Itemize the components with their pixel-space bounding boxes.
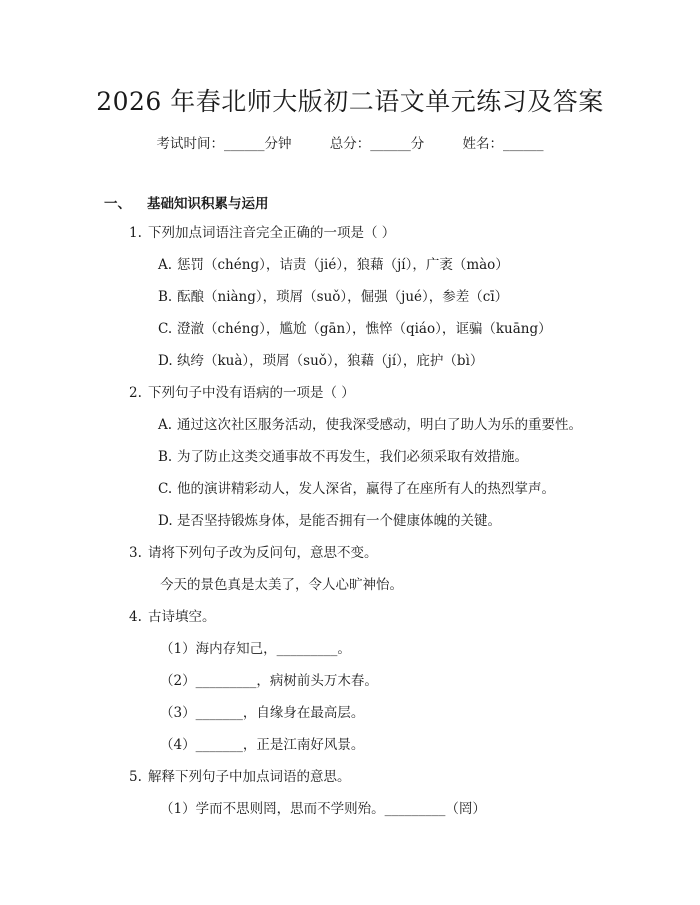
question-1-option-c (158, 320, 552, 338)
question-2 (129, 384, 355, 402)
section-number: 一、 (104, 196, 131, 212)
option-letter: B. (158, 449, 173, 465)
question-1-option-d (158, 352, 483, 370)
section-heading (104, 192, 269, 212)
word-meaning-item-1: （1）学而不思则罔，思而不学则殆。_________（罔） (160, 801, 486, 817)
option-letter: B. (158, 289, 173, 305)
option-text: 他的演讲精彩动人，发人深省，赢得了在座所有人的热烈掌声。 (177, 481, 555, 497)
question-2-option-b (158, 448, 528, 466)
option-letter: D. (158, 513, 173, 529)
question-number: 5. (129, 769, 142, 785)
section-title: 基础知识积累与运用 (147, 196, 269, 212)
page-title: 2026 年春北师大版初二语文单元练习及答案 (96, 87, 604, 116)
poem-fill-item-3: （3）_______，自缘身在最高层。 (160, 705, 365, 721)
question-text: 下列加点词语注音完全正确的一项是（ ） (148, 225, 396, 241)
option-text: 酝酿（niàng），琐屑（suǒ），倔强（jué），参差（cī） (177, 289, 509, 305)
poem-fill-item-1: （1）海内存知己，_________。 (160, 641, 351, 657)
question-3 (129, 544, 378, 562)
poem-fill-item-4: （4）_______，正是江南好风景。 (160, 737, 365, 753)
option-text: 澄澈（chéng），尴尬（gān），憔悴（qiáo），诓骗（kuāng） (177, 321, 552, 337)
exam-info-line (0, 132, 700, 152)
option-text: 纨绔（kuà），琐屑（suǒ），狼藉（jí），庇护（bì） (177, 353, 484, 369)
option-letter: C. (158, 321, 173, 337)
option-letter: D. (158, 353, 173, 369)
option-text: 惩罚（chéng），诘责（jié），狼藉（jí），广袤（mào） (177, 257, 509, 273)
question-5 (129, 768, 351, 786)
question-text: 下列句子中没有语病的一项是（ ） (148, 385, 355, 401)
question-1-option-a (158, 256, 509, 274)
option-text: 通过这次社区服务活动，使我深受感动，明白了助人为乐的重要性。 (177, 417, 582, 433)
question-number: 2. (129, 385, 142, 401)
option-letter: A. (158, 257, 173, 273)
question-1-option-b (158, 288, 508, 306)
question-2-option-c (158, 480, 555, 498)
question-text: 请将下列句子改为反问句，意思不变。 (148, 545, 378, 561)
question-text: 解释下列句子中加点词语的意思。 (148, 769, 351, 785)
question-2-option-a (158, 416, 582, 434)
student-name-field: 姓名：______ (462, 136, 544, 152)
exam-time-field: 考试时间：______分钟 (156, 136, 292, 152)
question-2-option-d (158, 512, 501, 530)
question-1 (129, 224, 395, 242)
option-text: 为了防止这类交通事故不再发生，我们必须采取有效措施。 (177, 449, 528, 465)
question-number: 1. (129, 225, 142, 241)
question-number: 3. (129, 545, 142, 561)
option-letter: C. (158, 481, 173, 497)
question-text: 古诗填空。 (148, 609, 216, 625)
option-text: 是否坚持锻炼身体，是能否拥有一个健康体魄的关键。 (177, 513, 501, 529)
total-score-field: 总分：______分 (329, 136, 425, 152)
option-letter: A. (158, 417, 173, 433)
question-number: 4. (129, 609, 142, 625)
question-4 (129, 608, 216, 626)
question-3-sentence: 今天的景色真是太美了，令人心旷神怡。 (160, 577, 403, 593)
poem-fill-item-2: （2）_________，病树前头万木春。 (160, 673, 378, 689)
